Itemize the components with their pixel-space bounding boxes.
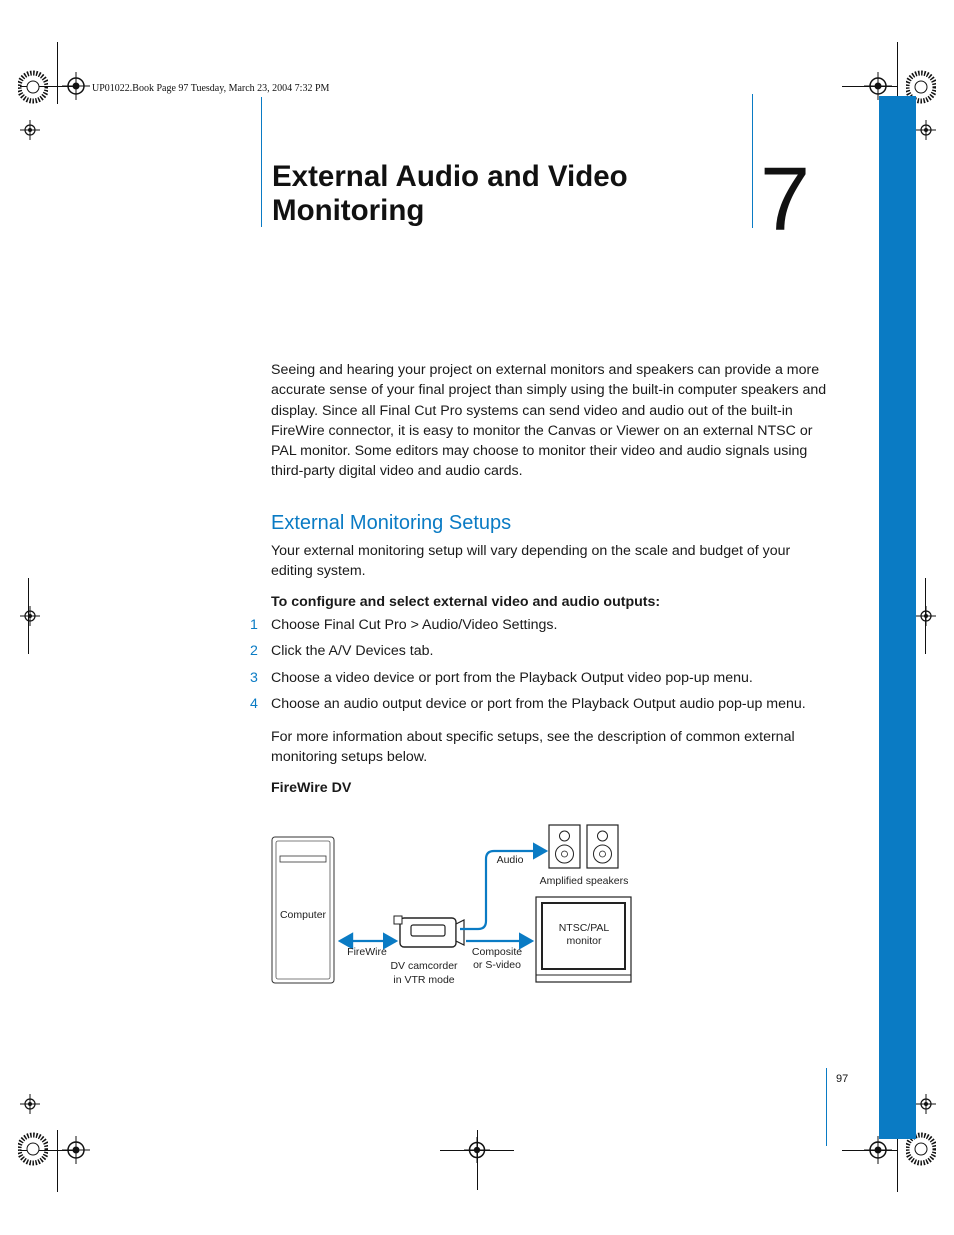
crop-mark <box>897 1130 898 1192</box>
step-text: Choose an audio output device or port from the Playback Output audio pop-up menu. <box>271 696 806 712</box>
registration-mark-icon <box>20 120 40 140</box>
page-number-rule <box>826 1068 827 1146</box>
step-text: Choose a video device or port from the Playback Output video pop-up menu. <box>271 670 753 686</box>
crop-mark <box>57 42 58 104</box>
intro-paragraph: Seeing and hearing your project on external monitors and speakers can provide a more accurate sense of your final project than simply using the built-in computer speakers and display. Since all Final Cut Pro systems can send video and audio out of the built-in FireWire connector, it is easy to monitor the Canvas or Viewer on an external NTSC or PAL monitor. Some editors may choose to monitor their video and audio signals using third-party digital video and audio cards. <box>271 362 827 480</box>
camcorder-icon <box>394 916 464 947</box>
figure-title: FireWire DV <box>271 780 352 796</box>
firewire-dv-diagram <box>260 815 640 990</box>
section-paragraph: Your external monitoring setup will vary depending on the scale and budget of your editing system. <box>271 543 791 580</box>
chapter-title <box>272 160 712 228</box>
monitor-label: NTSC/PAL <box>558 922 610 934</box>
crop-mark <box>897 42 898 104</box>
speaker-icon <box>549 825 580 868</box>
registration-mark-icon <box>20 1094 40 1114</box>
audio-label: Audio <box>496 854 524 866</box>
monitor-label: monitor <box>566 935 602 947</box>
color-wheel-icon <box>18 1132 48 1166</box>
composite-label: Composite <box>471 946 523 958</box>
step-text: Choose Final Cut Pro > Audio/Video Settings. <box>271 617 558 633</box>
registration-mark-icon <box>916 606 936 626</box>
page-number: 97 <box>836 1073 849 1085</box>
step-item <box>250 694 850 714</box>
step-number: 2 <box>250 643 258 659</box>
more-info-paragraph: For more information about specific setups, see the description of common external monitoring setups below. <box>271 729 795 766</box>
speaker-icon <box>587 825 618 868</box>
print-header: UP01022.Book Page 97 Tuesday, March 23, 2004 7:32 PM <box>92 83 330 94</box>
color-wheel-icon <box>18 70 48 104</box>
chapter-title-line: External Audio and Video <box>272 160 628 193</box>
computer-label: Computer <box>279 909 327 921</box>
registration-mark-icon <box>62 72 90 100</box>
registration-mark-icon <box>916 120 936 140</box>
step-number: 3 <box>250 670 258 686</box>
step-item <box>250 615 850 635</box>
title-rule <box>261 97 262 227</box>
camcorder-label: in VTR mode <box>393 974 455 986</box>
chapter-title-line: Monitoring <box>272 194 425 227</box>
step-item <box>250 641 850 661</box>
chapter-tab <box>879 96 916 1139</box>
number-rule <box>752 94 753 228</box>
chapter-number: 7 <box>760 150 811 250</box>
step-item <box>250 668 850 688</box>
registration-mark-icon <box>916 1094 936 1114</box>
camcorder-label: DV camcorder <box>390 960 458 972</box>
step-text: Click the A/V Devices tab. <box>271 643 434 659</box>
registration-mark-icon <box>864 1136 892 1164</box>
task-heading: To configure and select external video and audio outputs: <box>271 594 661 610</box>
registration-mark-icon <box>20 606 40 626</box>
step-number: 1 <box>250 617 258 633</box>
registration-mark-icon <box>62 1136 90 1164</box>
crop-mark <box>57 1130 58 1192</box>
step-number: 4 <box>250 696 258 712</box>
speakers-label: Amplified speakers <box>539 875 629 887</box>
composite-label: or S-video <box>473 959 521 971</box>
registration-mark-icon <box>464 1137 490 1163</box>
section-heading: External Monitoring Setups <box>271 512 512 534</box>
firewire-label: FireWire <box>347 946 387 958</box>
